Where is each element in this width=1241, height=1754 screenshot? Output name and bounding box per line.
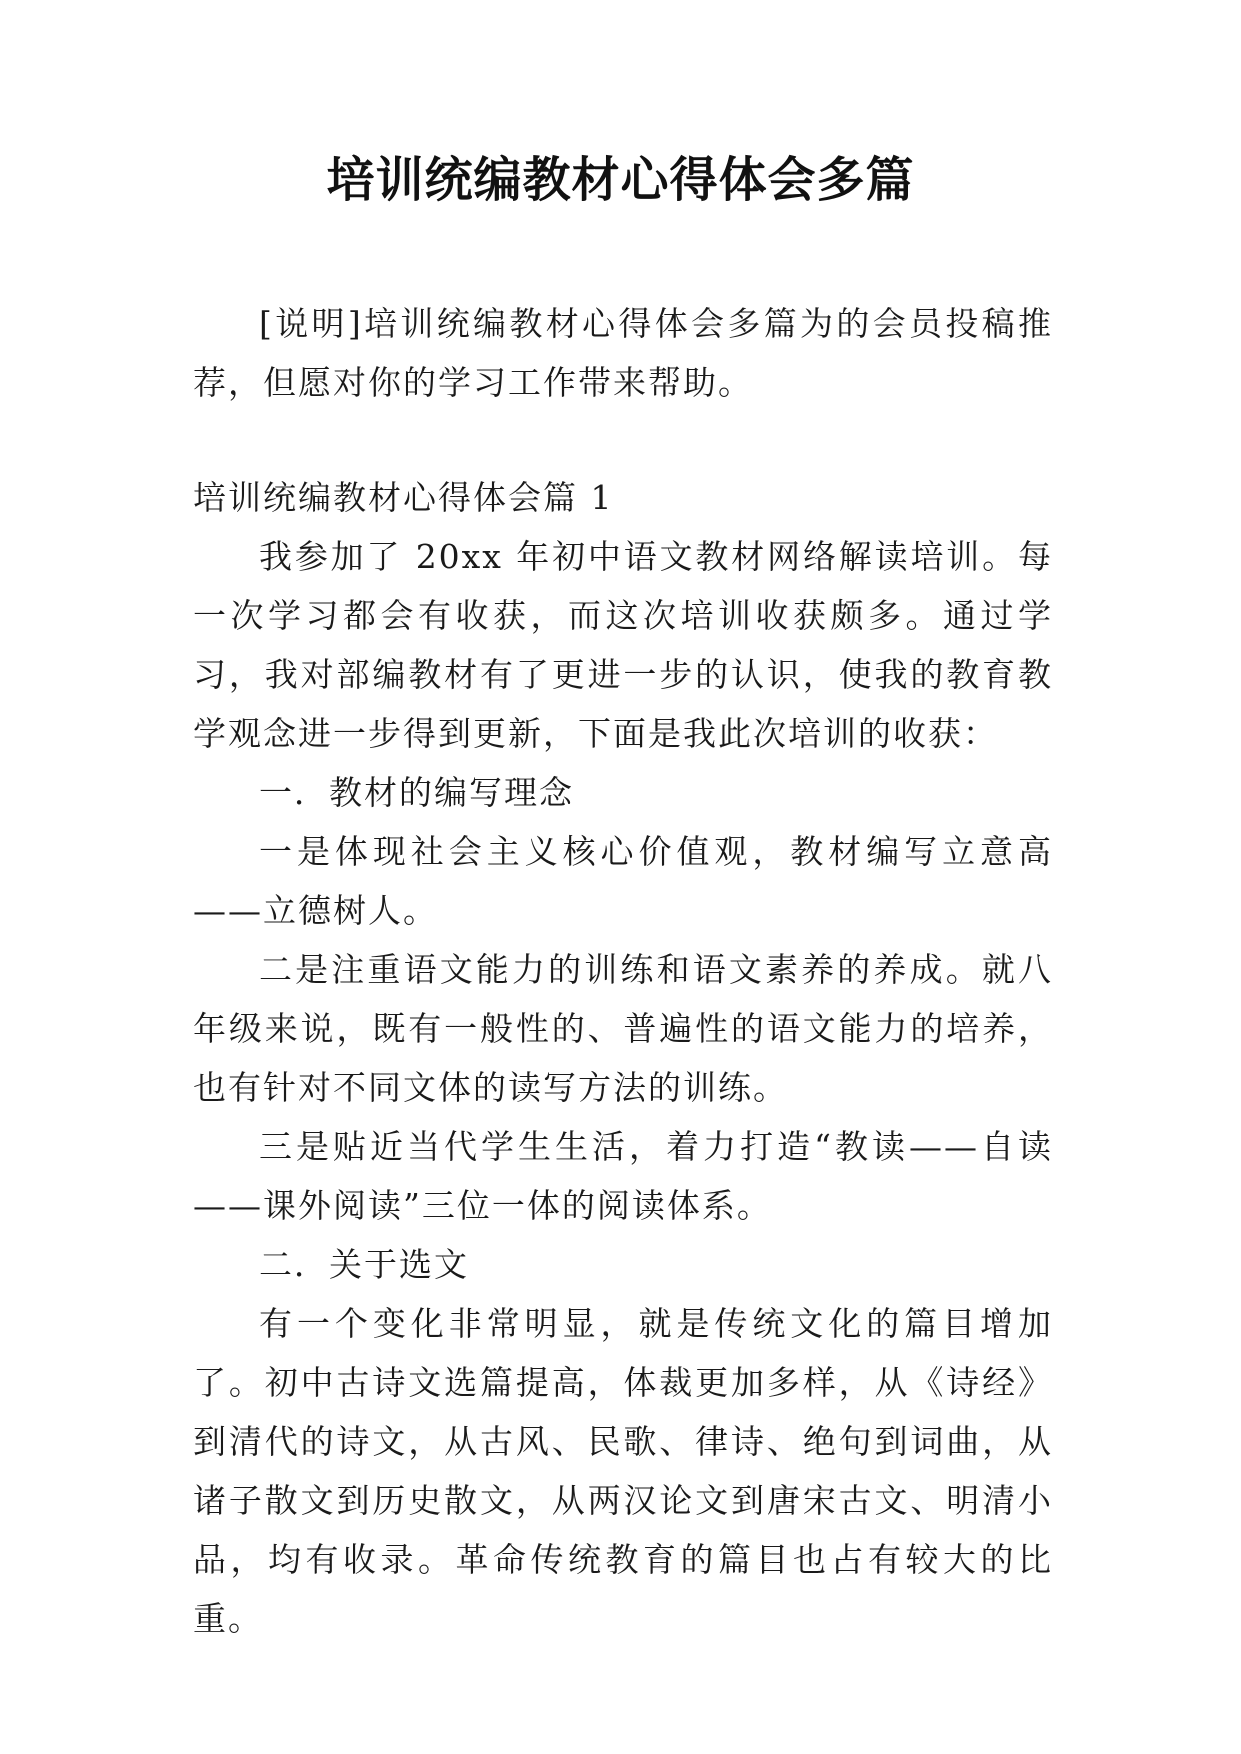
- document-title: 培训统编教材心得体会多篇: [326, 152, 915, 208]
- paragraph-intro: 我参加了 20xx 年初中语文教材网络解读培训。每一次学习都会有收获，而这次培训收获颇多。通过学习，我对部编教材有了更进一步的认识，使我的教育教学观念进一步得到更新，下面是我此次培训的收获：: [193, 537, 1053, 753]
- section-1: [193, 468, 1053, 1648]
- subheading-writing-concept: 一．教材的编写理念: [259, 773, 574, 812]
- paragraph-point-one: 一是体现社会主义核心价值观，教材编写立意高——立德树人。: [193, 832, 1053, 930]
- paragraph-point-two: 二是注重语文能力的训练和语文素养的养成。就八年级来说，既有一般性的、普遍性的语文能力的培养，也有针对不同文体的读写方法的训练。: [193, 950, 1053, 1107]
- note-paragraph: [说明]培训统编教材心得体会多篇为的会员投稿推荐，但愿对你的学习工作带来帮助。: [193, 304, 1053, 402]
- section-heading: 培训统编教材心得体会篇 1: [193, 478, 614, 517]
- paragraph-selected-texts: 有一个变化非常明显，就是传统文化的篇目增加了。初中古诗文选篇提高，体裁更加多样，从《诗经》到清代的诗文，从古风、民歌、律诗、绝句到词曲，从诸子散文到历史散文，从两汉论文到唐宋古文、明清小品，均有收录。革命传统教育的篇目也占有较大的比重。: [193, 1304, 1053, 1638]
- subheading-selected-texts: 二．关于选文: [259, 1245, 469, 1284]
- paragraph-point-three: 三是贴近当代学生生活，着力打造“教读——自读——课外阅读”三位一体的阅读体系。: [193, 1127, 1053, 1225]
- note-block: [193, 294, 1053, 412]
